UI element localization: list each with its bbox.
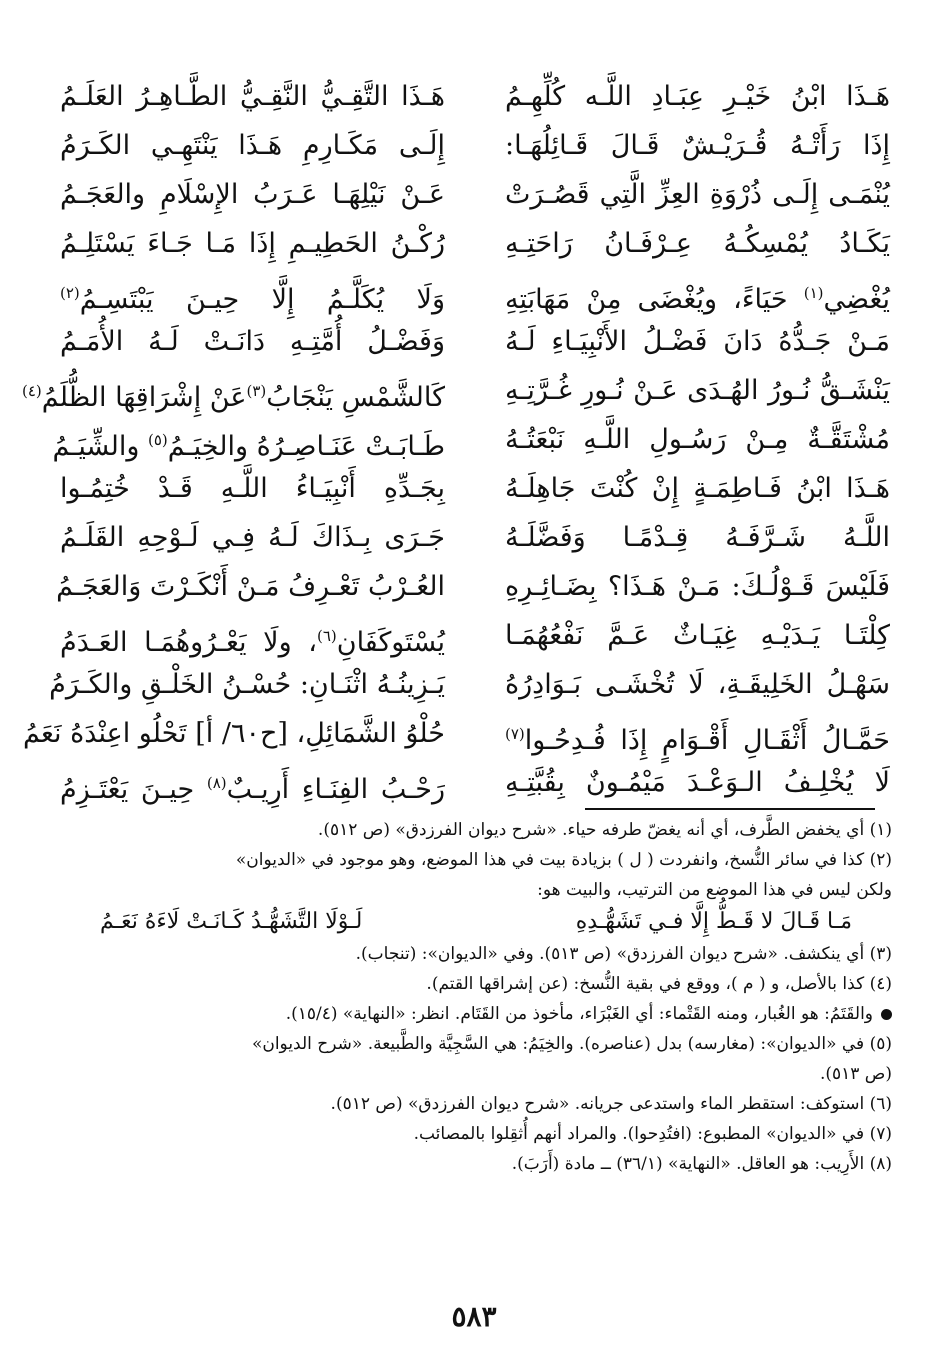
footnote-5-continued: (ص ٥١٣).	[819, 1064, 892, 1084]
footnote-4-note	[60, 999, 892, 1029]
hemistich-text: طَـابَـتْ عَنَـاصِـرُهُ والخِيَـمُ	[167, 431, 445, 462]
verse-second-hemistich: يَـزِينُـهُ اثْنَـانِ: حُسْـنُ الخَلْـقِ والكَـرَمُ	[49, 669, 445, 700]
verse	[60, 70, 890, 124]
hemistich-text: يُسْتَوكَفَانِ	[336, 627, 445, 658]
verse	[60, 462, 890, 516]
footnote-4-note-text: والقَتَمُ: هو الغُبار، ومنه القَتْماء: أي الغَبْرَاء، مأخوذ من القَتَام. انظر: «النهاية» (١٥/٤).	[285, 1004, 873, 1024]
verse-second-hemistich: رُكْـنُ الحَطِيـمِ إِذَا مَـا جَـاءَ يَسْتَلِـمُ	[60, 228, 445, 259]
verse	[60, 168, 890, 222]
hemistich-text: يُغْضِي	[823, 284, 890, 315]
footnote-3: (٣) أي ينكشف. «شرح ديوان الفرزدق» (ص ٥١٣). وفي «الديوان»: (تنجاب).	[355, 944, 892, 964]
verse-first-hemistich: إِذَا رَأَتْـهُ قُـرَيْـشٌ قَـالَ قَـائِلُهَـا:	[505, 130, 890, 161]
footnote-4: (٤) كذا بالأصل، و ( م )، ووقع في بقية النُّسخ: (عن إشراقها القتم).	[426, 974, 892, 994]
verse-first-hemistich: هَـذَا ابْنُ خَيْـرِ عِبَـادِ اللَّـه كُلِّهِـمُ	[505, 81, 890, 112]
verse	[60, 266, 890, 320]
hemistich-text: وَلَا يُكَلَّـمُ إِلَّا حِيـنَ يَبْتَسِـمُ	[79, 284, 445, 315]
verse	[60, 511, 890, 565]
footnote-2: (٢) كذا في سائر النُّسخ، وانفردت ( ل ) بزيادة بيت في هذا الموضع، وهو موجود في «الديوان»	[235, 850, 892, 870]
footnote-8: (٨) الأَرِيب: هو العاقل. «النهاية» (٣٦/١) ــ مادة (أَرَبَ).	[511, 1154, 892, 1174]
verse-first-hemistich: مَـنْ جَـدُّهُ دَانَ فَضْـلُ الأَنْبِيَـاءِ لَـهُ	[505, 326, 890, 357]
verse	[60, 217, 890, 271]
verse	[60, 609, 890, 663]
verse-first-hemistich: يَكَـادُ يُمْسِكُـهُ عِـرْفَـانُ رَاحَتِـهِ	[505, 228, 890, 259]
footnote-7: (٧) في «الديوان» المطبوع: (افتُدِحوا). والمراد أنهم أُثقِلوا بالمصائب.	[413, 1124, 892, 1144]
verse-first-hemistich: مُشْتَقَّـةٌ مِـنْ رَسُـولِ اللَّـهِ نَبْعَتُـهُ	[505, 424, 890, 455]
footnote-verse-second-hemistich: لَـوْلَا التَّشَهُّـدُ كَـانَـتْ لَاءَهُ نَعَـمُ	[100, 909, 363, 934]
verse-second-hemistich: عَـنْ نَيْلِهَـا عَـرَبُ الإِسْلَامِ والعَجَـمُ	[60, 179, 445, 210]
hemistich-text: حَيَاءً، ويُغْضَى مِنْ مَهَابَتِهِ	[505, 284, 804, 315]
verse-first-hemistich: كِلْتَـا يَـدَيْـهِ غِيَـاثٌ عَـمَّ نَفْعُهُمَـا	[505, 620, 890, 651]
hemistich-text: كَالشَّمْسِ يَنْجَابُ	[266, 382, 445, 413]
footnote-2-continued: ولكن ليس في هذا الموضع من الترتيب، والبيت هو:	[537, 880, 892, 900]
footnote-marker: (٢)	[60, 284, 80, 302]
footnote-marker: (١)	[803, 284, 824, 302]
hemistich-text: ، ولَا يَعْـرُوهُمَـا العَـدَمُ	[60, 627, 317, 658]
verse-second-hemistich: بِجَـدِّهِ أَنْبِيَـاءُ اللَّـهِ قَـدْ خُتِمُـوا	[60, 473, 445, 504]
verse	[21, 364, 890, 418]
footnote-marker: (٧)	[505, 725, 525, 743]
verse	[52, 413, 890, 467]
footnote-marker: (٦)	[316, 627, 337, 645]
verse	[56, 560, 890, 614]
footnote-2-verse	[60, 905, 892, 939]
verse-first-hemistich: لَا يُخْلِـفُ الـوَعْـدَ مَيْمُـونٌ بِقُبَّتِـهِ	[505, 767, 890, 798]
hemistich-text: رَحْـبُ الفِنَـاءِ أَرِيـبٌ	[226, 774, 445, 805]
verse-second-hemistich: العُـرْبُ تَعْـرِفُ مَـنْ أَنْكَـرْتَ وَالعَجَـمُ	[56, 571, 445, 602]
footnote-separator	[585, 808, 875, 810]
footnote-marker: (٣)	[246, 382, 267, 400]
verse	[23, 707, 890, 761]
verse-second-hemistich	[60, 266, 445, 320]
footnote-marker: (٤)	[21, 382, 42, 400]
verse-second-hemistich	[60, 756, 445, 810]
hemistich-text: حِيـنَ يَعْتَـزِمُ	[60, 774, 207, 805]
verse-first-hemistich: فَلَيْسَ قَـوْلُـكَ: مَـنْ هَـذَا؟ بِضَـائِـرِهِ	[505, 571, 890, 602]
verse-first-hemistich: اللَّـهُ شَـرَّفَـهُ قِـدْمًـا وَفَضَّلَـهُ	[505, 522, 890, 553]
page-number: ٥٨٣	[451, 1300, 497, 1333]
verse-second-hemistich	[60, 609, 445, 663]
footnote-5: (٥) في «الديوان»: (مغارسه) بدل (عناصره). والخِيَمُ: هي السَّجِيَّة والطَّبيعة. «شرح الديوان»	[251, 1034, 892, 1054]
verse-second-hemistich: هَـذَا التَّقِـيُّ النَّقِـيُّ الطَّـاهِـرُ العَلَـمُ	[60, 81, 445, 112]
footnote-6: (٦) استوكف: استقطر الماء واستدعى جريانه. «شرح ديوان الفرزدق» (ص ٥١٢).	[330, 1094, 892, 1114]
verse-second-hemistich: وَفَضْـلُ أُمَّتِـهِ دَانَـتْ لَـهُ الأُمَـمُ	[60, 326, 445, 357]
verse-first-hemistich: يَنْشَـقُّ نُـورُ الهُـدَى عَـنْ نُـورِ غُـرَّتِـهِ	[505, 375, 890, 406]
verse	[60, 756, 890, 810]
poem-body	[21, 70, 890, 810]
verse-first-hemistich	[505, 707, 890, 761]
verse-second-hemistich: جَـرَى بِـذَاكَ لَـهُ فِـي لَـوْحِهِ القَلَـمُ	[60, 522, 445, 553]
footnote-1: (١) أي يخفض الطَّرف، أي أنه يغضّ طرفه حياء. «شرح ديوان الفرزدق» (ص ٥١٢).	[317, 820, 892, 840]
verse-second-hemistich	[52, 413, 445, 467]
verse	[49, 658, 890, 712]
footnote-marker: (٥)	[147, 431, 168, 449]
verse-first-hemistich: هَـذَا ابْنُ فَـاطِمَـةٍ إِنْ كُنْتَ جَاهِلَـهُ	[505, 473, 890, 504]
hemistich-text: حَمَّـالُ أَثْقَـالِ أَقْـوَامٍ إِذَا فُـدِحُـوا	[524, 725, 890, 756]
verse-second-hemistich	[21, 364, 445, 418]
hemistich-text: عَنْ إِشْرَاقِهَا الظُّلَمُ	[41, 382, 247, 413]
verse-first-hemistich: سَهْـلُ الخَلِيقَـةِ، لَا تُخْشَـى بَـوَادِرُهُ	[505, 669, 890, 700]
verse-second-hemistich: حُلْوُ الشَّمَائِلِ، [ح٦٠/ أ] تَحْلُو اعِنْدَهُ نَعَمُ	[23, 718, 445, 749]
verse	[60, 315, 890, 369]
verse-second-hemistich: إِلَـى مَكَـارِمِ هَـذَا يَنْتَهِـي الكَـرَمُ	[60, 130, 445, 161]
footnote-marker: (٨)	[206, 774, 227, 792]
verse-first-hemistich	[505, 266, 890, 320]
footnote-verse-first-hemistich: مَـا قَـالَ لا قَـطُّ إِلَّا فـي تَشَهُّـدِهِ	[575, 909, 852, 934]
bullet-icon	[881, 1009, 892, 1020]
footnotes	[60, 815, 892, 1179]
verse-first-hemistich: يُنْمَـى إِلَـى ذُرْوَةِ العِزِّ الَّتِي قَصُـرَتْ	[505, 179, 890, 210]
verse	[60, 119, 890, 173]
hemistich-text: والشِّيَـمُ	[52, 431, 148, 462]
